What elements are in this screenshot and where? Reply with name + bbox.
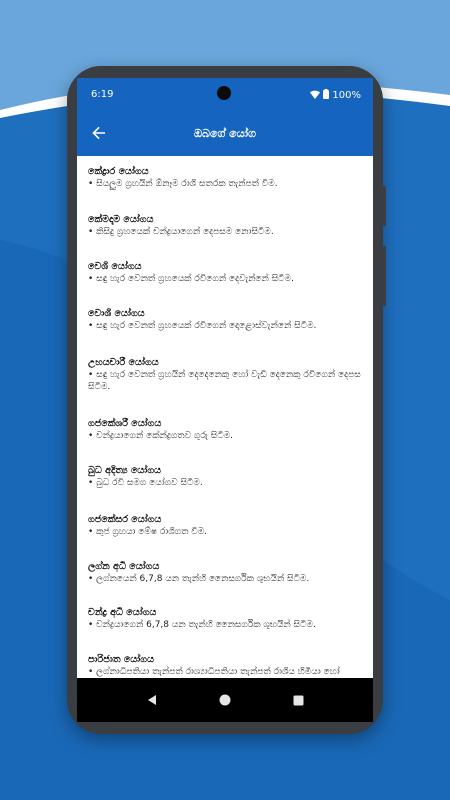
- nav-recents-icon: [293, 691, 304, 710]
- list-item: [88, 356, 363, 393]
- front-camera: [217, 86, 231, 100]
- yoga-title: චන්ද්‍ර අධි යෝගය: [88, 607, 157, 618]
- screen: [77, 78, 373, 722]
- volume-button: [383, 246, 386, 306]
- yoga-list[interactable]: [77, 156, 373, 678]
- list-item: [88, 606, 363, 631]
- yoga-title: වොශි යෝගය: [88, 308, 145, 319]
- back-button[interactable]: [83, 118, 115, 150]
- yoga-description: • චන්ද්‍රයාගෙන් 6,7,8 යන තැන්හි නෛසර්ගික ශුභයින් සිටීම.: [88, 620, 316, 630]
- list-item: [88, 464, 363, 489]
- list-item: [88, 307, 363, 332]
- yoga-title: බුධ අදිත්‍ය යෝගය: [88, 465, 162, 476]
- yoga-title: උභයචාරී යෝගය: [88, 357, 159, 368]
- list-item: [88, 560, 363, 585]
- list-item: [88, 513, 363, 538]
- yoga-description: • චන්ද්‍රයාගෙන් කේන්ද්‍රගතව ගුරු සිටීම.: [88, 431, 234, 441]
- phone-frame: [67, 66, 383, 734]
- battery-icon: [323, 89, 329, 102]
- yoga-description: • කිසිදු ග්‍රහයෙක් චන්ද්‍රයාගෙන් දෙපසම නොසිටීම.: [88, 227, 274, 237]
- yoga-description: • සඳු හැර වෙනත් ග්‍රහයෙක් රවිගෙන් දොළොස්වැන්නේ සිටීම.: [88, 321, 317, 331]
- toolbar: [77, 112, 373, 156]
- list-item: [88, 417, 363, 442]
- yoga-description: • සියලුම ග්‍රහයින් ඕනෑම රාශි සතරක තැන්පත් වීම.: [88, 179, 278, 189]
- yoga-description: • සඳු හැර වෙනත් ග්‍රහයෙක් රවිගෙන් දෙවැන්නේ සිටීම.: [88, 274, 294, 284]
- yoga-description: • සඳු හැර වෙනත් ග්‍රහයින් දෙදෙනෙකු හෝ වැඩි දෙනෙකු රවිගෙන් දෙපස සිටීම.: [88, 370, 361, 392]
- list-item: [88, 165, 363, 190]
- yoga-title: කේද්‍රාර යෝගය: [88, 166, 149, 177]
- yoga-title: වෙශි යෝගය: [88, 261, 142, 272]
- status-bar: [77, 78, 373, 112]
- list-item: [88, 213, 363, 238]
- app-bar: [77, 78, 373, 156]
- yoga-title: ගජකේශරී යෝගය: [88, 418, 162, 429]
- wifi-icon: [310, 90, 320, 102]
- status-icons: [310, 89, 361, 102]
- yoga-description: • ලග්නාධිපතියා තැන්පත් රාශ්‍යාධිපතියා තැන්පත් රාශිය හිමියා හෝ: [88, 667, 340, 677]
- yoga-description: • බුධ රවි සමග යෝගව සිටීම.: [88, 478, 203, 488]
- arrow-back-icon: [92, 125, 106, 144]
- yoga-description: • කුජ ග්‍රහයා මේෂ රාශිගත වීම.: [88, 527, 208, 537]
- navigation-bar: [77, 678, 373, 722]
- yoga-title: ලග්න අධි යෝගය: [88, 561, 160, 572]
- nav-home-button[interactable]: [216, 691, 234, 709]
- nav-back-icon: [146, 691, 158, 710]
- nav-recents-button[interactable]: [289, 691, 307, 709]
- yoga-description: • ලග්නයෙන් 6,7,8 යන තැන්හි නෛසර්ගික ශුභයින් සිටීම.: [88, 574, 310, 584]
- yoga-title: පාරිජාත යෝගය: [88, 654, 154, 665]
- nav-home-icon: [219, 691, 231, 710]
- page-title: ඔබගේ යෝග: [193, 127, 257, 140]
- nav-back-button[interactable]: [143, 691, 161, 709]
- status-time: 6:19: [91, 89, 114, 100]
- list-item: [88, 260, 363, 285]
- battery-level: 100%: [332, 90, 361, 101]
- yoga-title: කේමද්‍රුම යෝගය: [88, 214, 154, 225]
- power-button: [383, 186, 386, 226]
- yoga-title: ගජකේසර යෝගය: [88, 514, 162, 525]
